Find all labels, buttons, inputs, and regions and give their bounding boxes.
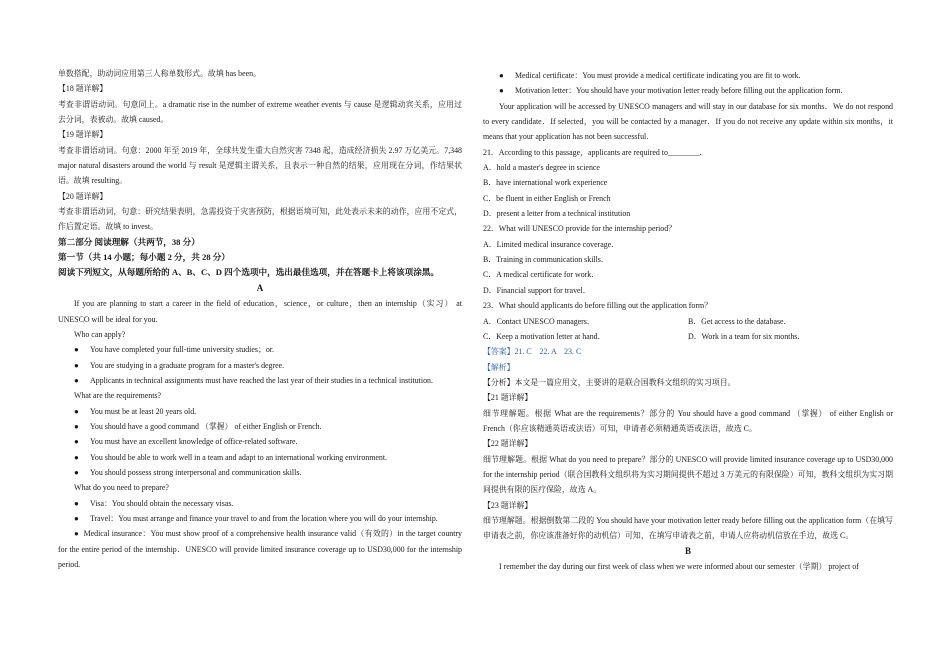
list-item: ● You should possess strong interpersonal and communication skills. xyxy=(58,465,462,480)
q23-options-row-2 xyxy=(483,329,893,344)
q21-option-a: A．hold a master's degree in science xyxy=(483,163,600,173)
list-item: ● Medical certificate：You must provide a medical certificate indicating you are fit to work. xyxy=(483,68,893,83)
left-column xyxy=(58,66,462,572)
passage-b-title: B xyxy=(684,545,691,556)
q23-options-row-1 xyxy=(483,314,893,329)
list-item: ● You are studying in a graduate program for a master's degree. xyxy=(58,358,462,373)
passage-a-intro: If you are planning to start a career in the field of education，science，or culture，then an internship（实习） at UNESCO will be ideal for you. xyxy=(58,299,462,324)
q21-stem: 21．According to this passage，applicants are required to________． xyxy=(483,147,708,157)
q23-option-a: A．Contact UNESCO managers． xyxy=(483,316,595,326)
q21-detail-heading: 【21 题详解】 xyxy=(483,393,533,403)
q22-detail: 细节理解题。根据 What do you need to prepare？部分的 UNESCO will provide limited insurance coverage up to USD30,000 for the internship period（联合国教科文组织将为实习期间提供不超过 3 万美元的有限保险）可知，教科文组织为实习期间提供有限的医疗保险，故选 A。 xyxy=(483,454,893,495)
passage-a-title: A xyxy=(256,282,264,293)
bullet-icon: ● xyxy=(74,513,79,523)
reading-instructions: 阅读下列短文，从每题所给的 A、B、C、D 四个选项中，选出最佳选项，并在答题卡上将该项涂黑。 xyxy=(58,267,439,278)
q19-explanation: 考查非谓语动词。句意：2000 年至 2019 年，全球共发生重大自然灾害 7348 起，造成经济损失 2.97 万亿美元。7,348 major natural disasters around the world 与 result 是逻辑主谓关系，且表示一种自然的结果，应用现在分词，作结果状语。故填 resulting。 xyxy=(58,145,462,186)
section-one-heading: 第一节（共 14 小题；每小题 2 分，共 28 分） xyxy=(58,252,230,263)
q22-detail-heading: 【22 题详解】 xyxy=(483,439,533,449)
requirements-heading: What are the requirements? xyxy=(74,391,161,401)
prepare-heading: What do you need to prepare? xyxy=(74,483,169,493)
q20-heading: 【20 题详解】 xyxy=(58,191,108,201)
bullet-icon: ● xyxy=(74,375,79,385)
q17-conclusion: 单数搭配，助动词应用第三人称单数形式。故填 has been。 xyxy=(58,69,261,78)
passage-a-closing: Your application will be accessed by UNESCO managers and will stay in our database for six months．We do not respond to every candidate．If selected，you will be contacted by a manager．If you do not receive any update within six months，it means that your application has not been successful. xyxy=(483,101,893,142)
list-item: ● Medical insurance：You must show proof of a comprehensive health insurance valid（有效的）in the target country for the entire period of the internship．UNESCO will provide limited insurance coverage up to USD30,000 for the internship period. xyxy=(58,529,462,569)
q18-heading: 【18 题详解】 xyxy=(58,84,108,94)
answer-key: 【答案】21. C 22. A 23. C xyxy=(483,347,582,357)
list-item: ● You should be able to work well in a team and adapt to an international working environment. xyxy=(58,450,462,465)
q21-detail: 细节理解题。根据 What are the requirements？部分的 You should have a good command （掌握） of either English or French（你应该精通英语或法语）可知，申请者必须精通英语或法语，故选 C。 xyxy=(483,408,893,433)
list-item: ● You have completed your full-time university studies；or. xyxy=(58,342,462,357)
q22-option-c: C．A medical certificate for work． xyxy=(483,270,600,280)
bullet-icon: ● xyxy=(74,345,79,355)
bullet-icon: ● xyxy=(74,437,79,447)
q21-option-c: C．be fluent in either English or French xyxy=(483,193,611,203)
part-two-heading: 第二部分 阅读理解（共两节，38 分） xyxy=(58,236,200,247)
right-column xyxy=(483,68,893,574)
q22-option-d: D．Financial support for travel． xyxy=(483,285,591,295)
q23-stem: 23．What should applicants do before filling out the application form？ xyxy=(483,301,712,311)
bullet-icon: ● xyxy=(74,406,79,416)
bullet-icon: ● xyxy=(499,71,504,80)
list-item: ● Travel：You must arrange and finance your travel to and from the location where you will do your internship. xyxy=(58,511,462,526)
list-item: ● You must be at least 20 years old. xyxy=(58,404,462,419)
bullet-icon: ● xyxy=(74,467,79,477)
bullet-icon: ● xyxy=(74,360,79,370)
q21-option-d: D．present a letter from a technical institution xyxy=(483,209,631,219)
list-item: ● You should have a good command （掌握） of either English or French. xyxy=(58,419,462,434)
bullet-icon: ● xyxy=(74,498,79,508)
list-item: ● Motivation letter：You should have your motivation letter ready before filling out the application form. xyxy=(483,83,893,98)
q18-explanation: 考查非谓语动词。句意同上。a dramatic rise in the number of extreme weather events 与 cause 是逻辑动宾关系，应用过去分词，表被动。故填 caused。 xyxy=(58,99,462,125)
q23-option-d: D．Work in a team for six months． xyxy=(688,331,806,341)
bullet-icon: ● xyxy=(499,86,504,96)
passage-b-intro: I remember the day during our first week of class when we were informed about our semester（学期） project of xyxy=(499,562,859,571)
q23-detail: 细节理解题。根据倒数第二段的 You should have your motivation letter ready before filling out the application form（在填写申请表之前，你应该准备好你的动机信）可知，在填写申请表之前，申请人应将动机信放在手边，故选 C。 xyxy=(483,515,893,541)
list-item: ● You must have an excellent knowledge of office-related software. xyxy=(58,434,462,449)
q23-detail-heading: 【23 题详解】 xyxy=(483,500,533,510)
bullet-icon: ● xyxy=(74,529,84,539)
q21-option-b: B．have international work experience xyxy=(483,178,608,188)
q22-stem: 22．What will UNESCO provide for the internship period？ xyxy=(483,224,677,234)
who-can-apply-heading: Who can apply? xyxy=(74,329,126,339)
q23-option-c: C．Keep a motivation letter at hand． xyxy=(483,331,606,341)
q20-explanation: 考查非谓语动词，句意：研究结果表明，急需投资于灾害预防，根据语境可知，此处表示未来的动作，应用不定式，作后置定语。故填 to invest。 xyxy=(58,207,462,232)
q22-option-a: A．Limited medical insurance coverage． xyxy=(483,239,620,249)
bullet-icon: ● xyxy=(74,452,79,462)
bullet-icon: ● xyxy=(74,421,79,431)
q22-option-b: B．Training in communication skills． xyxy=(483,255,609,265)
list-item: ● Visa：You should obtain the necessary visas. xyxy=(58,496,462,511)
q23-option-b: B．Get access to the database． xyxy=(688,316,792,326)
analysis-summary: 【分析】本文是一篇应用文，主要讲的是联合国教科文组织的实习项目。 xyxy=(483,377,736,387)
analysis-tag: 【解析】 xyxy=(483,362,515,372)
q19-heading: 【19 题详解】 xyxy=(58,130,108,140)
list-item: ● Applicants in technical assignments must have reached the last year of their studies in a technical institution. xyxy=(58,373,462,388)
